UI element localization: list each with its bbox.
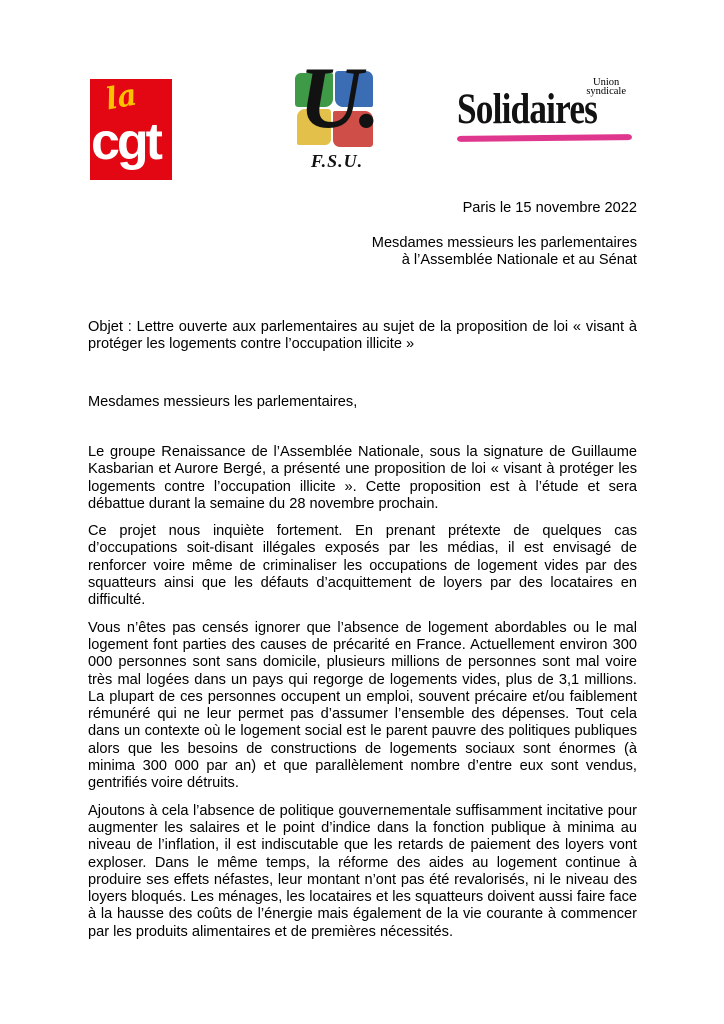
paragraph-1: Le groupe Renaissance de l’Assemblée Nationale, sous la signature de Guillaume Kasbarian et Aurore Bergé, a présenté une proposition de loi « visant à protéger les logements contre l’occupation illicite ». Cette proposition est à l’étude et sera débattue durant la semaine du 28 novembre prochain. bbox=[88, 444, 637, 512]
cgt-logo bbox=[90, 79, 172, 180]
paragraph-3: Vous n’êtes pas censés ignorer que l’absence de logement abordables ou le mal logement font parties des causes de précarité en France. Actuellement environ 300 000 personnes sont sans domicile, plusieurs millions de personnes sont mal voire très mal logées dans un pays qui regorge de logements vides, plus de 3,1 millions. La plupart de ces personnes occupent un emploi, souvent précaire et/ou faiblement rémunéré qui ne leur permet pas d’assumer l’ensemble des dépenses. Tout cela dans un contexte où le logement social est le parent pauvre des politiques publiques alors que les besoins de constructions de logements sociaux sont énormes (à minima 300 000 par an) et que parallèlement nombre d’entre eux sont vendus, gentrifiés voire détruits. bbox=[88, 619, 637, 792]
solidaires-union-line2: syndicale bbox=[586, 86, 626, 97]
solidaires-title: Solidaires bbox=[457, 86, 598, 133]
letter-subject: Objet : Lettre ouverte aux parlementaires au sujet de la proposition de loi « visant à protéger les logements contre l’occupation illicite » bbox=[88, 319, 637, 353]
cgt-script-text: la bbox=[103, 77, 140, 118]
letter-addressee bbox=[88, 235, 637, 270]
paragraph-4: Ajoutons à cela l’absence de politique gouvernementale suffisamment incitative pour augmenter les salaires et le point d’indice dans la fonction publique à minima au niveau de l’inflation, il est indiscutable que les retards de paiement des loyers vont exploser. Dans le même temps, la réforme des aides au logement continue à produire ses effets néfastes, leur montant n’ont pas été revalorisés, ni le niveau des loyers bloqués. Les ménages, les locataires et les squatteurs doivent aussi faire face à la hausse des coûts de l’énergie mais également de la vie courante à commencer par les produits alimentaires et de premières nécessités. bbox=[88, 802, 637, 940]
solidaires-pink-underline bbox=[457, 134, 632, 142]
paragraph-2: Ce projet nous inquiète fortement. En prenant prétexte de quelques cas d’occupations soit-disant illégales exposés par les médias, il est envisagé de renforcer voire même de criminaliser les occupations de logement vides par des squatteurs ainsi que les défauts d’acquittement de loyers par des locataires en difficulté. bbox=[88, 523, 637, 609]
letter-date: Paris le 15 novembre 2022 bbox=[462, 200, 637, 216]
cgt-main-text: cgt bbox=[91, 113, 160, 171]
addressee-line-2: à l’Assemblée Nationale et au Sénat bbox=[401, 252, 637, 269]
fsu-caption: F.S.U. bbox=[310, 151, 364, 171]
solidaires-union-line1: Union bbox=[593, 77, 620, 88]
fsu-u-letter: U. bbox=[299, 50, 377, 147]
fsu-logo bbox=[295, 50, 377, 171]
letter-body bbox=[88, 444, 637, 951]
letter-salutation: Mesdames messieurs les parlementaires, bbox=[88, 394, 358, 410]
solidaires-logo bbox=[457, 78, 632, 142]
addressee-line-1: Mesdames messieurs les parlementaires bbox=[371, 235, 637, 251]
